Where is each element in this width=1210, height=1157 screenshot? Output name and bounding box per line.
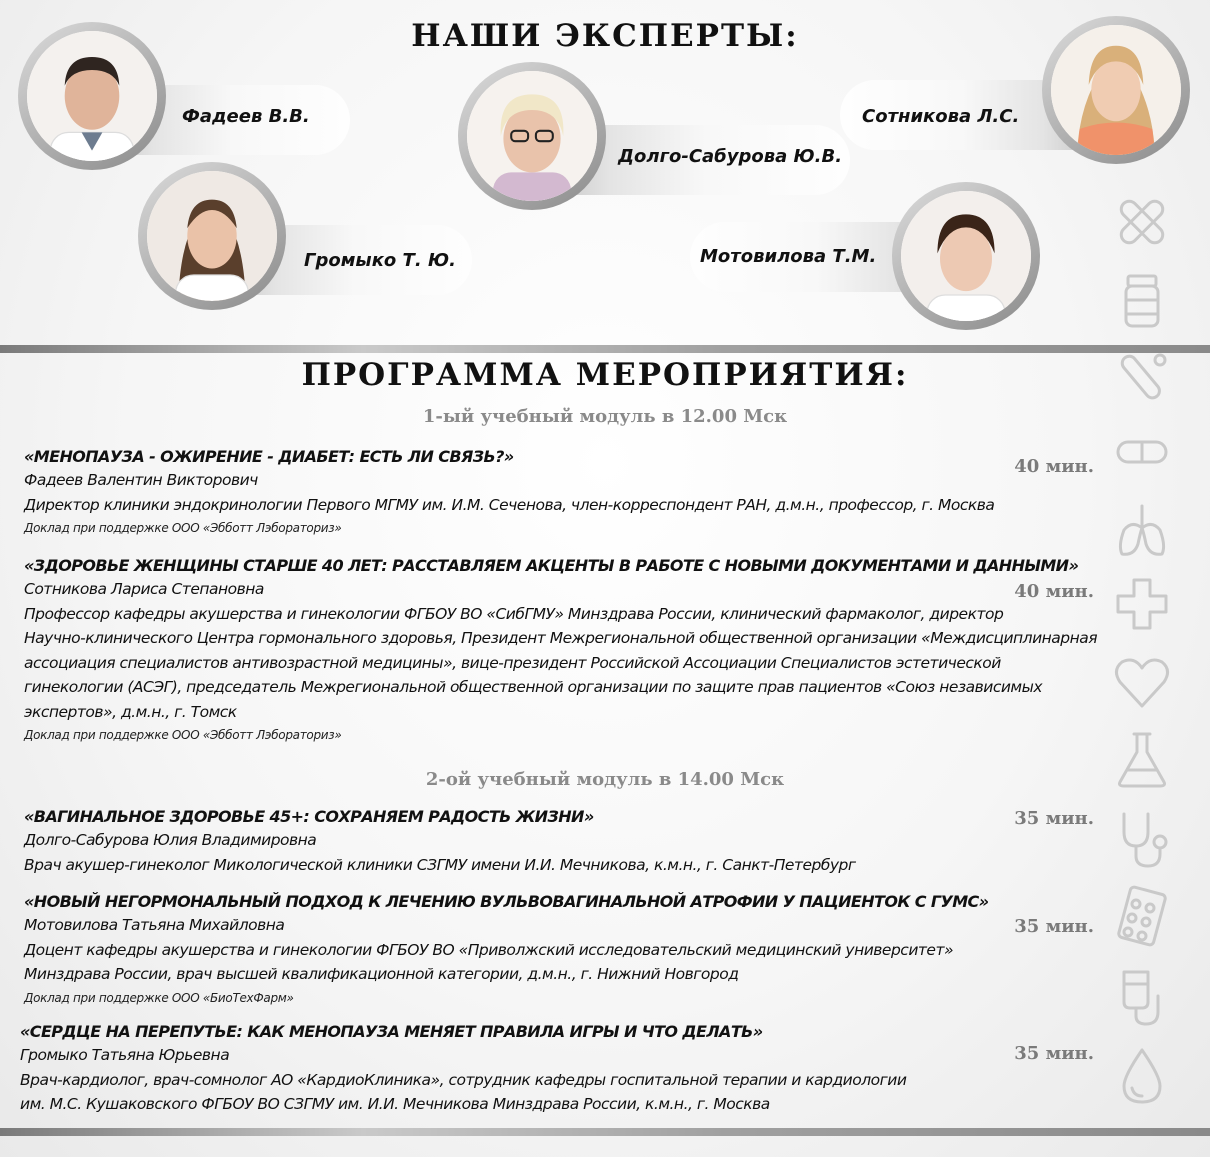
talk-speaker: Фадеев Валентин Викторович bbox=[24, 471, 258, 489]
talk-item bbox=[24, 555, 1174, 746]
expert-photo-gromyko bbox=[138, 162, 286, 310]
talk-duration: 35 мин. bbox=[1014, 916, 1094, 937]
stethoscope-icon bbox=[1110, 808, 1174, 872]
expert-photo-motovilova bbox=[892, 182, 1040, 330]
talk-description: ассоциация специалистов антивозрастной медицины», вице-президент Российской Ассоциации Специалистов эстетической bbox=[24, 653, 1001, 672]
expert-name: Громыко Т. Ю. bbox=[304, 250, 456, 271]
plus-cross-icon bbox=[1110, 572, 1174, 636]
person-icon bbox=[27, 31, 157, 161]
talk-speaker: Долго-Сабурова Юлия Владимировна bbox=[24, 831, 317, 849]
talk-description: экспертов», д.м.н., г. Томск bbox=[24, 702, 237, 721]
pill-blister-icon bbox=[1110, 884, 1174, 948]
talk-item bbox=[24, 806, 1174, 877]
talk-item bbox=[24, 891, 1174, 1009]
talk-description: Директор клиники эндокринологии Первого МГМУ им. И.М. Сеченова, член-корреспондент РАН, д.м.н., профессор, г. Москва bbox=[24, 495, 995, 514]
talk-description: Врач акушер-гинеколог Микологической клиники СЗГМУ имени И.И. Мечникова, к.м.н., г. Санкт-Петербург bbox=[24, 855, 856, 874]
talk-title: «НОВЫЙ НЕГОРМОНАЛЬНЫЙ ПОДХОД К ЛЕЧЕНИЮ ВУЛЬВОВАГИНАЛЬНОЙ АТРОФИИ У ПАЦИЕНТОК С ГУМС» bbox=[24, 892, 989, 911]
person-icon bbox=[1051, 25, 1181, 155]
experts-title: НАШИ ЭКСПЕРТЫ: bbox=[411, 18, 799, 54]
talk-item bbox=[24, 446, 1174, 539]
program-title: ПРОГРАММА МЕРОПРИЯТИЯ: bbox=[301, 357, 909, 393]
talk-description: им. М.С. Кушаковского ФГБОУ ВО СЗГМУ им. И.И. Мечникова Минздрава России, к.м.н., г. Москва bbox=[20, 1095, 770, 1113]
module-heading: 2-ой учебный модуль в 14.00 Мск bbox=[425, 769, 785, 790]
talk-duration: 35 мин. bbox=[1014, 1043, 1094, 1064]
capsule-icon bbox=[1110, 420, 1174, 484]
talk-duration: 40 мин. bbox=[1014, 456, 1094, 477]
talk-title: «МЕНОПАУЗА - ОЖИРЕНИЕ - ДИАБЕТ: ЕСТЬ ЛИ СВЯЗЬ?» bbox=[24, 447, 514, 466]
talk-description: Научно-клинического Центра гормонального здоровья, Президент Межрегиональной общественной организации «Междисциплинарная bbox=[24, 629, 1098, 647]
talk-title: «ВАГИНАЛЬНОЕ ЗДОРОВЬЕ 45+: СОХРАНЯЕМ РАДОСТЬ ЖИЗНИ» bbox=[24, 807, 594, 826]
iv-bag-icon bbox=[1110, 966, 1174, 1030]
bandage-icon bbox=[1110, 190, 1174, 254]
thermometer-icon bbox=[1110, 348, 1174, 412]
person-icon bbox=[147, 171, 277, 301]
expert-name: Мотовилова Т.М. bbox=[700, 246, 877, 267]
talk-title: «ЗДОРОВЬЕ ЖЕНЩИНЫ СТАРШЕ 40 ЛЕТ: РАССТАВЛЯЕМ АКЦЕНТЫ В РАБОТЕ С НОВЫМИ ДОКУМЕНТАМИ И ДАННЫМИ» bbox=[24, 556, 1079, 575]
talk-description: Врач-кардиолог, врач-сомнолог АО «КардиоКлиника», сотрудник кафедры госпитальной терапии и кардиологии bbox=[20, 1070, 907, 1089]
talk-duration: 35 мин. bbox=[1014, 808, 1094, 829]
expert-photo-fadeev bbox=[18, 22, 166, 170]
section-divider bbox=[0, 345, 1210, 353]
talk-item bbox=[20, 1021, 1170, 1117]
talk-description: Минздрава России, врач высшей квалификационной категории, д.м.н., г. Нижний Новгород bbox=[24, 965, 739, 983]
flask-icon bbox=[1110, 728, 1174, 792]
talk-speaker: Громыко Татьяна Юрьевна bbox=[20, 1046, 230, 1064]
expert-name: Долго-Сабурова Ю.В. bbox=[618, 146, 843, 167]
expert-photo-dolgo-saburova bbox=[458, 62, 606, 210]
talk-description: гинекологии (АСЭГ), председатель Межрегиональной общественной организации по защите прав пациентов «Союз независимых bbox=[24, 678, 1043, 696]
drop-icon bbox=[1110, 1044, 1174, 1108]
talk-description: Доцент кафедры акушерства и гинекологии ФГБОУ ВО «Приволжский исследовательский медицинский университет» bbox=[24, 940, 954, 959]
module-heading: 1-ый учебный модуль в 12.00 Мск bbox=[422, 406, 788, 427]
talk-duration: 40 мин. bbox=[1014, 581, 1094, 602]
pill-bottle-icon bbox=[1110, 268, 1174, 332]
talk-sponsor-note: Доклад при поддержке ООО «Эбботт Лэбораториз» bbox=[24, 521, 342, 535]
talk-sponsor-note: Доклад при поддержке ООО «Эбботт Лэбораториз» bbox=[24, 728, 342, 742]
talk-speaker: Сотникова Лариса Степановна bbox=[24, 580, 264, 598]
expert-name: Фадеев В.В. bbox=[182, 106, 310, 127]
expert-photo-sotnikova bbox=[1042, 16, 1190, 164]
talk-description: Профессор кафедры акушерства и гинекологии ФГБОУ ВО «СибГМУ» Минздрава России, клинический фармаколог, директор bbox=[24, 604, 1004, 623]
person-icon bbox=[901, 191, 1031, 321]
footer-divider bbox=[0, 1128, 1210, 1136]
talk-speaker: Мотовилова Татьяна Михайловна bbox=[24, 916, 285, 934]
talk-title: «СЕРДЦЕ НА ПЕРЕПУТЬЕ: КАК МЕНОПАУЗА МЕНЯЕТ ПРАВИЛА ИГРЫ И ЧТО ДЕЛАТЬ» bbox=[20, 1022, 763, 1041]
person-icon bbox=[467, 71, 597, 201]
expert-name: Сотникова Л.С. bbox=[862, 106, 1020, 127]
talk-sponsor-note: Доклад при поддержке ООО «БиоТехФарм» bbox=[24, 990, 294, 1005]
lungs-icon bbox=[1110, 498, 1174, 562]
heart-icon bbox=[1110, 650, 1174, 714]
